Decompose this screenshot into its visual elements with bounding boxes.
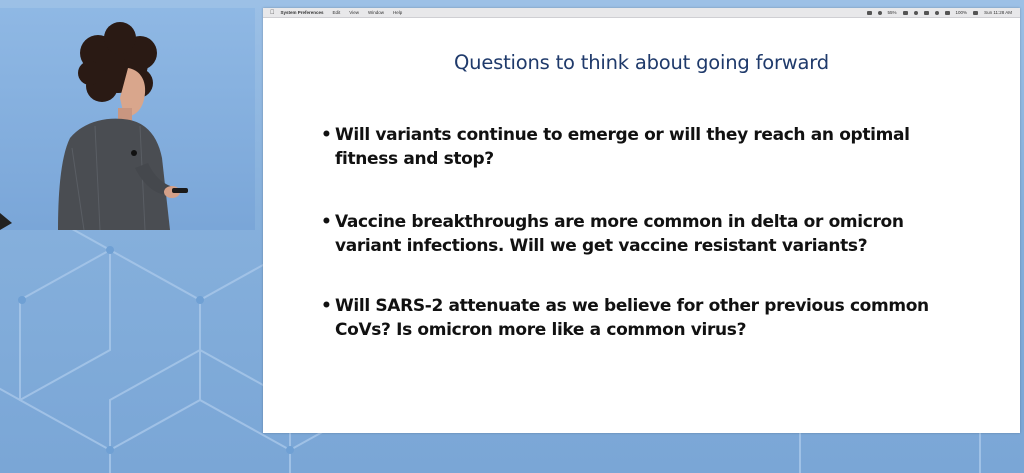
slide-title: Questions to think about going forward bbox=[454, 51, 829, 74]
bullet-line: CoVs? Is omicron more like a common virus? bbox=[335, 320, 747, 340]
bullet-line: fitness and stop? bbox=[335, 149, 494, 169]
apple-icon[interactable] bbox=[270, 10, 275, 16]
status-icon[interactable] bbox=[924, 11, 929, 15]
speaker-video bbox=[0, 8, 255, 230]
menu-app-name[interactable]: System Preferences bbox=[276, 10, 320, 15]
menu-edit[interactable]: Edit bbox=[328, 10, 336, 15]
bullet-line: Vaccine breakthroughs are more common in delta or omicron bbox=[335, 212, 904, 232]
clock-text[interactable]: Sun 11:28 AM bbox=[984, 10, 1012, 15]
status-text: 55% bbox=[887, 10, 897, 15]
bullet-line: Will variants continue to emerge or will they reach an optimal bbox=[335, 125, 910, 145]
bullet-item bbox=[321, 210, 1001, 258]
bullet-item bbox=[321, 123, 1001, 171]
bullet-line: variant infections. Will we get vaccine resistant variants? bbox=[335, 236, 868, 256]
status-icon[interactable] bbox=[867, 11, 872, 15]
bullet-item bbox=[321, 294, 1001, 342]
battery-icon[interactable] bbox=[973, 11, 978, 15]
menu-help[interactable]: Help bbox=[388, 10, 398, 15]
battery-text: 100% bbox=[955, 10, 968, 15]
status-icon[interactable] bbox=[878, 11, 882, 15]
bullet-line: Will SARS-2 attenuate as we believe for other previous common bbox=[335, 296, 929, 316]
bullet-dot: • bbox=[321, 125, 332, 145]
mac-menubar bbox=[263, 8, 1020, 18]
wifi-icon[interactable] bbox=[935, 11, 939, 15]
slide-window bbox=[263, 8, 1020, 433]
status-icon[interactable] bbox=[903, 11, 908, 15]
menu-view[interactable]: View bbox=[344, 10, 355, 15]
menu-window[interactable]: Window bbox=[363, 10, 380, 15]
speaker-figure bbox=[0, 8, 255, 230]
volume-icon[interactable] bbox=[945, 11, 950, 15]
bullet-dot: • bbox=[321, 296, 332, 316]
status-icon[interactable] bbox=[914, 11, 918, 15]
bullet-dot: • bbox=[321, 212, 332, 232]
